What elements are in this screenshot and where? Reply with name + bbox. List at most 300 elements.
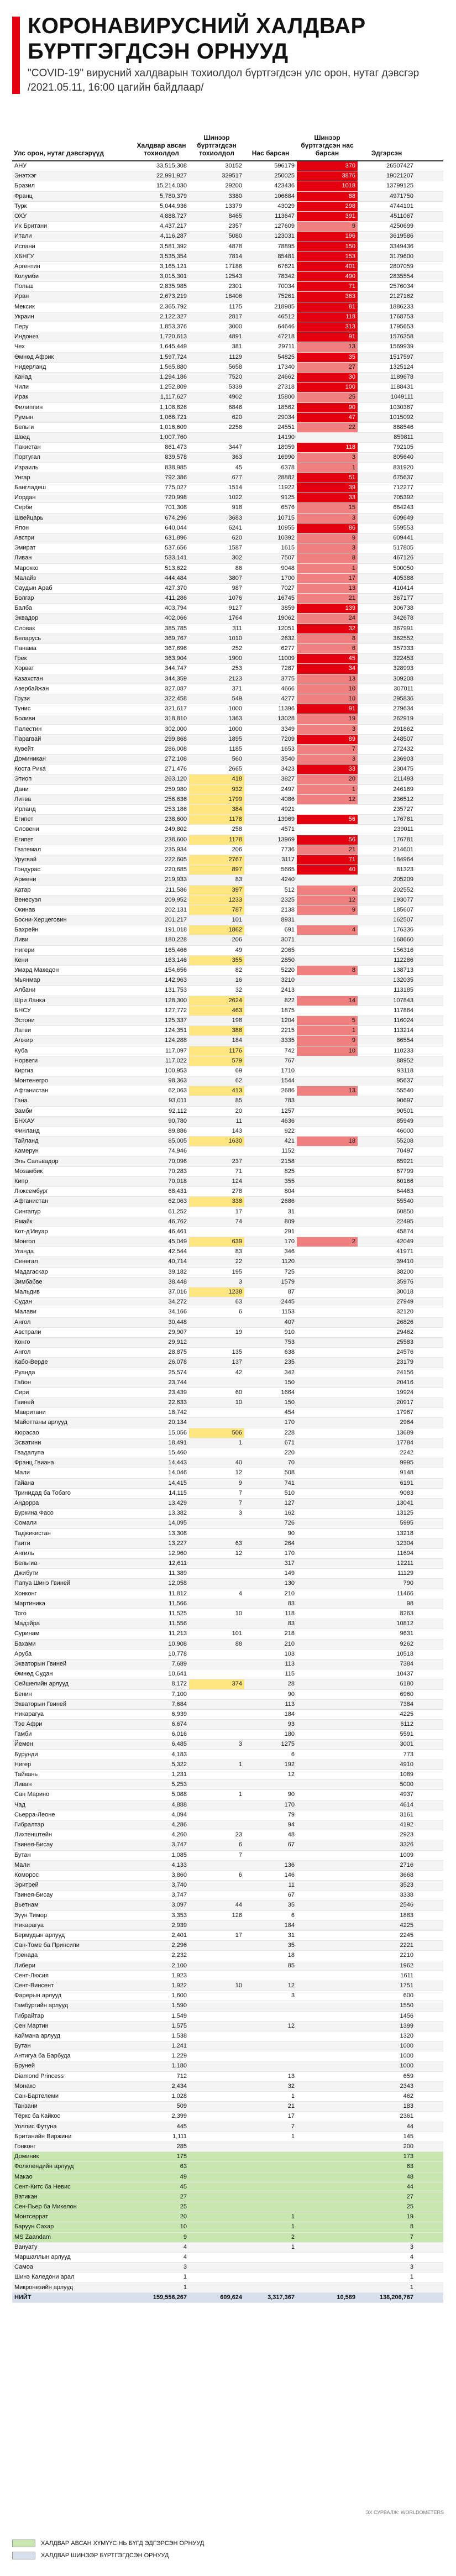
cases-cell: 89,886	[168, 1128, 187, 1134]
table-row	[12, 2022, 443, 2032]
new-cases-cell	[189, 1730, 244, 1739]
new-deaths-cell: 1018	[297, 181, 358, 191]
new-cases-cell: 45	[235, 464, 242, 471]
new-deaths-cell	[297, 1499, 358, 1508]
recovered-cell: 27949	[396, 1299, 413, 1306]
table-row	[12, 1338, 443, 1348]
table-row	[12, 1519, 443, 1528]
country-cell: Бенин	[14, 1690, 32, 1698]
cases-cell: 411,286	[165, 595, 187, 602]
deaths-cell: 146	[284, 1871, 295, 1878]
table-row	[12, 1016, 443, 1026]
country-cell: БНСУ	[14, 1007, 31, 1014]
table-row	[12, 2273, 443, 2282]
table-row	[12, 1006, 443, 1016]
new-cases-cell: 3380	[228, 192, 242, 200]
recovered-cell: 5995	[400, 1520, 413, 1527]
cases-cell: 23,439	[168, 1389, 187, 1396]
new-cases-cell: 932	[189, 785, 244, 794]
recovered-cell: 664243	[393, 504, 413, 511]
new-cases-cell	[189, 2061, 244, 2071]
cases-cell: 272,108	[165, 756, 187, 763]
country-cell: АНУ	[14, 163, 27, 169]
new-deaths-cell	[297, 1489, 358, 1498]
new-deaths-cell	[297, 1599, 358, 1609]
deaths-cell: 2686	[281, 1198, 295, 1205]
new-cases-cell: 355	[189, 956, 244, 965]
table-row	[12, 1891, 443, 1900]
recovered-cell: 11129	[397, 1570, 413, 1577]
new-cases-cell: 20	[235, 1107, 242, 1114]
table-row	[12, 1127, 443, 1137]
new-deaths-cell: 7	[297, 745, 358, 754]
new-deaths-cell	[297, 1066, 358, 1076]
table-row	[12, 1911, 443, 1921]
recovered-cell: 357333	[393, 645, 413, 652]
cases-cell: 40,714	[168, 1258, 187, 1265]
table-row	[12, 1730, 443, 1740]
legend	[12, 2537, 443, 2562]
country-cell: Шри Ланка	[14, 997, 45, 1004]
recovered-cell: 1456	[400, 2012, 413, 2019]
recovered-cell: 307011	[394, 685, 413, 692]
new-cases-cell: 1022	[228, 494, 242, 501]
new-cases-cell	[189, 1820, 244, 1830]
new-cases-cell: 2767	[189, 855, 244, 865]
new-cases-cell: 338	[189, 1197, 244, 1206]
recovered-cell: 214601	[393, 846, 413, 853]
new-deaths-cell	[297, 2102, 358, 2111]
recovered-cell: 110233	[394, 1047, 413, 1054]
recovered-cell: 3523	[400, 1882, 413, 1889]
country-cell: Гайана	[14, 1479, 34, 1486]
new-cases-cell: 384	[189, 805, 244, 814]
country-cell: Баруун Сахар	[14, 2223, 54, 2231]
new-cases-cell: 101	[232, 917, 242, 924]
cases-cell: 344,359	[165, 675, 187, 682]
cases-cell: 10,908	[168, 1640, 187, 1647]
deaths-cell: 67621	[277, 263, 295, 270]
country-cell: Ливан	[14, 554, 32, 562]
table-row	[12, 1871, 443, 1881]
cases-cell: 128,300	[165, 997, 187, 1004]
recovered-cell: 1000	[400, 2053, 413, 2060]
country-cell: Энэтхэг	[14, 172, 36, 180]
cases-cell: 11,213	[169, 1630, 187, 1637]
new-cases-cell	[189, 1529, 244, 1538]
cases-cell: 1,231	[171, 1771, 187, 1778]
table-row	[12, 1609, 443, 1619]
country-cell: Серби	[14, 504, 33, 511]
country-cell: Зимбабве	[14, 1278, 43, 1285]
new-deaths-cell	[297, 1840, 358, 1850]
table-row	[12, 1146, 443, 1156]
cases-cell: 712	[176, 2072, 187, 2080]
new-cases-cell: 3000	[228, 323, 242, 330]
deaths-cell	[244, 2273, 297, 2282]
country-cell: Никарагуа	[14, 1921, 44, 1929]
table-row	[12, 322, 443, 332]
recovered-cell: 3338	[400, 1892, 413, 1899]
new-cases-cell: 3	[238, 1278, 242, 1285]
country-cell: Сенегал	[14, 1258, 38, 1265]
new-deaths-cell: 3	[297, 543, 358, 553]
new-cases-cell: 5658	[228, 363, 242, 370]
new-deaths-cell	[297, 1448, 358, 1458]
cases-cell: 792,386	[165, 474, 187, 481]
cases-cell: 403,794	[165, 605, 187, 612]
deaths-cell: 17	[287, 2113, 295, 2120]
table-row	[12, 413, 443, 423]
table-row	[12, 1197, 443, 1207]
new-deaths-cell	[297, 1619, 358, 1629]
country-cell: Лихтенштейн	[14, 1831, 52, 1839]
new-deaths-cell	[297, 1810, 358, 1820]
new-deaths-cell	[297, 1539, 358, 1548]
legend-swatch-green	[12, 2540, 35, 2547]
country-cell: Гибралтар	[14, 1821, 44, 1828]
cases-cell: 14,046	[168, 1469, 187, 1477]
new-cases-cell: 137	[232, 1359, 242, 1366]
new-deaths-cell: 33	[297, 493, 358, 502]
new-deaths-cell	[297, 805, 358, 814]
country-cell: Кипр	[14, 1177, 28, 1185]
new-deaths-cell: 45	[297, 654, 358, 663]
country-cell: Гибрайтар	[14, 2012, 44, 2019]
country-cell: Самоа	[14, 2264, 33, 2271]
table-row	[12, 503, 443, 513]
new-deaths-cell	[297, 1710, 358, 1719]
country-cell: Пакистан	[14, 444, 41, 451]
table-row	[12, 1096, 443, 1106]
new-cases-cell: 9127	[228, 605, 242, 612]
new-cases-cell	[189, 2022, 244, 2031]
new-deaths-cell: 40	[297, 865, 358, 875]
new-cases-cell: 1630	[189, 1137, 244, 1146]
new-deaths-cell	[297, 1458, 358, 1468]
cases-cell: 13,382	[168, 1510, 187, 1517]
country-cell: Уганда	[14, 1248, 34, 1255]
new-cases-cell: 1185	[229, 745, 242, 752]
deaths-cell: 28882	[277, 474, 295, 481]
deaths-cell: 228	[284, 1429, 295, 1436]
country-cell: Ирак	[14, 394, 28, 401]
deaths-cell: 78895	[277, 243, 295, 250]
total-cases: 159,556,267	[153, 2294, 187, 2301]
deaths-cell: 423436	[274, 182, 295, 190]
new-deaths-cell	[297, 2032, 358, 2041]
new-deaths-cell	[297, 2182, 358, 2192]
new-deaths-cell	[297, 946, 358, 955]
new-cases-cell: 143	[232, 1128, 242, 1134]
new-deaths-cell: 51	[297, 473, 358, 483]
new-deaths-cell: 2	[297, 1237, 358, 1247]
covid-table	[12, 111, 443, 2303]
country-cell: Бахрейн	[14, 926, 39, 934]
deaths-cell: 825	[284, 1167, 295, 1175]
deaths-cell: 11	[288, 1882, 295, 1889]
table-row	[12, 2072, 443, 2082]
deaths-cell: 508	[284, 1469, 295, 1477]
cases-cell: 1,108,826	[160, 404, 187, 411]
deaths-cell: 47218	[277, 333, 295, 341]
recovered-cell: 5000	[400, 1781, 413, 1788]
recovered-cell: 609441	[393, 534, 413, 541]
country-cell: Гвадалупа	[14, 1449, 44, 1456]
cases-cell: 631,896	[165, 534, 187, 541]
country-cell: Афганистан	[14, 1198, 49, 1205]
new-cases-cell: 3807	[228, 574, 242, 582]
recovered-cell: 10518	[396, 1650, 413, 1657]
new-deaths-cell: 18	[297, 1137, 358, 1146]
recovered-cell: 7	[410, 2233, 413, 2240]
new-deaths-cell	[297, 1650, 358, 1659]
country-cell: Албани	[14, 987, 36, 994]
deaths-cell: 162	[284, 1510, 295, 1517]
new-cases-cell	[189, 1569, 244, 1578]
new-cases-cell: 83	[235, 1248, 242, 1255]
deaths-cell: 170	[284, 1801, 295, 1808]
new-cases-cell: 7814	[228, 253, 242, 260]
table-row	[12, 684, 443, 694]
table-row	[12, 1358, 443, 1368]
country-cell: Мартиника	[14, 1600, 45, 1607]
recovered-cell: 4910	[400, 1761, 413, 1768]
new-deaths-cell	[297, 1851, 358, 1860]
cases-cell: 10	[180, 2223, 187, 2231]
new-deaths-cell: 71	[297, 855, 358, 865]
country-cell: Сьерра-Леоне	[14, 1811, 55, 1818]
cases-cell: 14,115	[169, 1489, 187, 1496]
new-deaths-cell	[297, 1277, 358, 1287]
new-cases-cell: 42	[235, 1369, 242, 1376]
recovered-cell: 1886233	[390, 303, 413, 310]
new-cases-cell	[189, 1800, 244, 1810]
cases-cell: 46,461	[168, 1228, 187, 1235]
country-cell: Чех	[14, 343, 25, 350]
recovered-cell: 3619586	[390, 233, 413, 240]
cases-cell: 13,227	[168, 1540, 187, 1547]
deaths-cell: 18	[287, 1952, 295, 1959]
col-header-cases: Халдвар авсан тохиолдол	[137, 142, 186, 157]
table-row	[12, 1981, 443, 1991]
cases-cell: 13,308	[168, 1530, 187, 1537]
table-total-row	[12, 2293, 443, 2303]
recovered-cell: 27	[406, 2193, 413, 2200]
recovered-cell: 4971750	[390, 192, 413, 200]
recovered-cell: 46000	[396, 1128, 413, 1134]
country-cell: ОХУ	[14, 212, 27, 219]
country-cell: Босни-Херцеговин	[14, 917, 67, 924]
cases-cell: 344,747	[165, 665, 187, 672]
recovered-cell: 2964	[400, 1419, 413, 1426]
recovered-cell: 279634	[393, 705, 413, 713]
new-cases-cell: 3	[238, 1510, 242, 1517]
deaths-cell: 18959	[277, 444, 295, 451]
new-cases-cell	[189, 1378, 244, 1388]
cases-cell: 100,953	[165, 1067, 187, 1074]
deaths-cell: 291	[284, 1228, 295, 1235]
cases-cell: 154,656	[165, 967, 187, 973]
new-deaths-cell: 3	[297, 755, 358, 764]
country-cell: Майоттаны арлууд	[14, 1419, 67, 1426]
cases-cell: 70,018	[168, 1177, 187, 1185]
recovered-cell: 176336	[393, 926, 413, 934]
new-deaths-cell: 10	[297, 1046, 358, 1056]
recovered-cell: 1795653	[390, 323, 413, 330]
cases-cell: 15,460	[168, 1449, 187, 1456]
table-row	[12, 1690, 443, 1700]
new-deaths-cell: 313	[297, 322, 358, 332]
cases-cell: 1,549	[171, 2012, 187, 2019]
deaths-cell	[244, 2283, 297, 2292]
table-row	[12, 2061, 443, 2071]
table-row	[12, 1700, 443, 1710]
col-header-country: Улс орон, нутаг дэвсгэрүүд	[14, 149, 104, 157]
country-cell: Парагвай	[14, 735, 41, 742]
new-deaths-cell	[297, 1820, 358, 1830]
deaths-cell: 9048	[281, 564, 295, 572]
table-row	[12, 1368, 443, 1378]
deaths-cell: 822	[284, 997, 295, 1004]
deaths-cell: 90	[287, 1791, 295, 1798]
country-cell: Норвеги	[14, 1057, 38, 1064]
country-cell: Доминик	[14, 2153, 39, 2160]
cases-cell: 4,133	[171, 1861, 187, 1868]
table-row	[12, 1830, 443, 1840]
deaths-cell: 5220	[281, 967, 295, 973]
new-deaths-cell: 35	[297, 353, 358, 362]
recovered-cell: 405388	[393, 574, 413, 582]
country-cell: Сири	[14, 1389, 29, 1396]
new-cases-cell: 463	[189, 1006, 244, 1015]
country-cell: Австрали	[14, 1328, 41, 1336]
country-cell: Кувейт	[14, 745, 34, 752]
new-cases-cell	[189, 1770, 244, 1779]
cases-cell: 2,296	[171, 1942, 187, 1949]
new-deaths-cell: 17	[297, 574, 358, 583]
new-deaths-cell: 13	[297, 584, 358, 593]
cases-cell: 1,720,613	[160, 333, 187, 341]
cases-cell: 1,252,809	[160, 384, 187, 391]
country-cell: Гана	[14, 1097, 28, 1104]
new-cases-cell: 19	[235, 1328, 242, 1336]
new-deaths-cell: 19	[297, 714, 358, 724]
deaths-cell: 355	[284, 1177, 295, 1185]
new-deaths-cell	[297, 1659, 358, 1669]
table-row	[12, 1086, 443, 1096]
country-cell: Того	[14, 1610, 27, 1617]
country-cell: Саудын Араб	[14, 584, 53, 591]
table-row	[12, 755, 443, 765]
cases-cell: 235,934	[165, 846, 187, 853]
new-cases-cell: 44	[235, 1902, 242, 1909]
new-deaths-cell	[297, 1830, 358, 1840]
cases-cell: 444,484	[165, 574, 187, 582]
country-cell: Либери	[14, 1962, 35, 1969]
new-deaths-cell	[297, 1740, 358, 1749]
cases-cell: 202,131	[165, 906, 187, 913]
table-row	[12, 433, 443, 443]
table-row	[12, 1026, 443, 1036]
deaths-cell: 6	[291, 1751, 295, 1758]
recovered-cell: 13041	[396, 1499, 413, 1506]
cases-cell: 775,027	[165, 484, 187, 491]
cases-cell: 367,696	[165, 645, 187, 652]
new-cases-cell: 17186	[225, 263, 242, 270]
new-deaths-cell	[297, 1609, 358, 1619]
new-cases-cell	[189, 1519, 244, 1528]
recovered-cell: 712277	[393, 484, 413, 491]
recovered-cell: 246169	[393, 786, 413, 793]
new-deaths-cell	[297, 1268, 358, 1277]
new-cases-cell: 258	[232, 826, 242, 833]
country-cell: Гаити	[14, 1540, 30, 1547]
cases-cell: 2,835,985	[160, 283, 187, 290]
new-cases-cell: 83	[235, 876, 242, 883]
new-cases-cell	[189, 2263, 244, 2272]
country-cell: Вануату	[14, 2243, 38, 2250]
new-deaths-cell	[297, 1891, 358, 1900]
table-row	[12, 1971, 443, 1981]
new-deaths-cell	[297, 1257, 358, 1266]
new-deaths-cell	[297, 2273, 358, 2282]
cases-cell: 4,286	[171, 1821, 187, 1828]
country-cell: Куба	[14, 1047, 28, 1054]
table-row	[12, 1961, 443, 1971]
cases-cell: 117,097	[165, 1047, 187, 1054]
new-deaths-cell	[297, 1338, 358, 1347]
recovered-cell: 2361	[400, 2113, 413, 2120]
country-cell: Окинав	[14, 906, 35, 913]
new-cases-cell	[189, 1579, 244, 1588]
new-deaths-cell	[297, 2041, 358, 2051]
country-cell: Мавритани	[14, 1409, 46, 1416]
cases-cell: 839,578	[165, 454, 187, 461]
deaths-cell: 10715	[277, 514, 295, 521]
cases-cell: 90,780	[168, 1117, 187, 1124]
new-cases-cell: 74	[235, 1218, 242, 1225]
new-cases-cell: 278	[232, 1188, 242, 1195]
new-cases-cell: 1178	[189, 835, 244, 845]
new-cases-cell: 620	[232, 534, 242, 541]
new-deaths-cell	[297, 1107, 358, 1116]
cases-cell: 85,005	[168, 1138, 187, 1145]
table-row	[12, 1851, 443, 1861]
recovered-cell: 12211	[397, 1560, 413, 1567]
table-row	[12, 373, 443, 383]
new-deaths-cell	[297, 1991, 358, 2001]
recovered-cell: 116024	[394, 1017, 413, 1024]
recovered-cell: 235727	[393, 806, 413, 813]
table-row	[12, 2212, 443, 2222]
recovered-cell: 362552	[393, 635, 413, 642]
deaths-cell: 1	[291, 2093, 295, 2099]
deaths-cell: 218	[284, 1630, 295, 1637]
cases-cell: 165,466	[165, 946, 187, 954]
table-row	[12, 1539, 443, 1549]
deaths-cell: 106684	[274, 192, 295, 200]
table-row	[12, 1268, 443, 1277]
new-cases-cell: 6846	[228, 404, 242, 411]
deaths-cell: 342	[284, 1369, 295, 1376]
new-deaths-cell: 20	[297, 774, 358, 784]
recovered-cell: 3	[410, 2243, 413, 2250]
new-cases-cell: 1000	[228, 705, 242, 713]
recovered-cell: 4614	[400, 1801, 413, 1808]
new-cases-cell: 124	[232, 1177, 242, 1185]
recovered-cell: 13218	[396, 1530, 413, 1537]
